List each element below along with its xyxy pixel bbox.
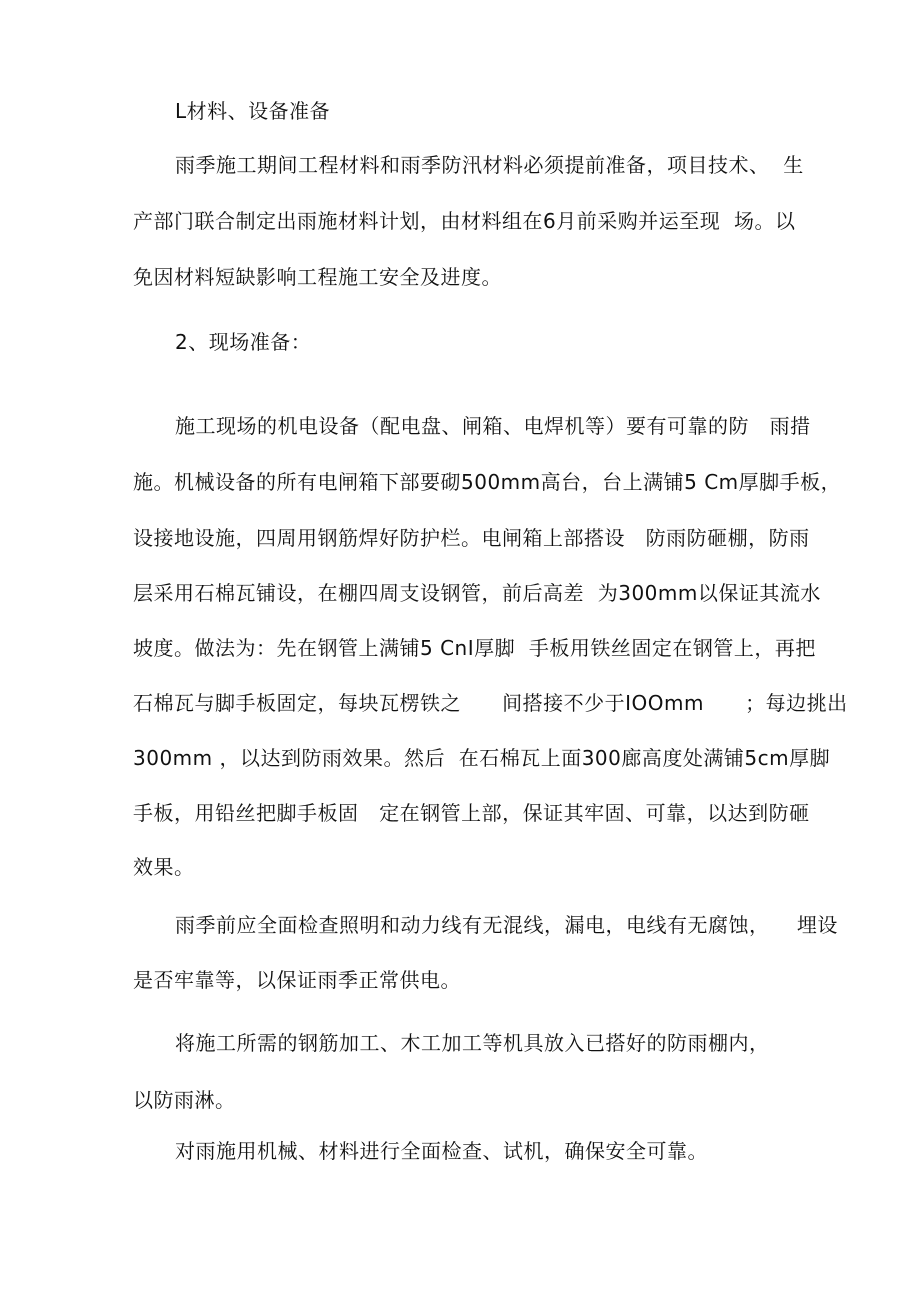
section-heading-materials: L材料、设备准备: [175, 99, 331, 123]
paragraph-line: 对雨施用机械、材料进行全面检查、试机，确保安全可靠。: [175, 1139, 708, 1163]
paragraph-line: 产部门联合制定出雨施材料计划，由材料组在6月前采购并运至现 场。以: [133, 209, 796, 233]
paragraph-line: 坡度。做法为：先在钢管上满铺5 CnI厚脚 手板用铁丝固定在钢管上，再把: [133, 636, 816, 660]
section-heading-site: 2、现场准备：: [175, 330, 312, 354]
paragraph-line: 手板，用铅丝把脚手板固 定在钢管上部，保证其牢固、可靠，以达到防砸: [133, 801, 810, 825]
paragraph-line: 将施工所需的钢筋加工、木工加工等机具放入已搭好的防雨棚内，: [175, 1031, 770, 1055]
paragraph-line: 石棉瓦与脚手板固定，每块瓦楞铁之 间搭接不少于IOOmm ；每边挑出: [133, 691, 848, 715]
paragraph-line: 层采用石棉瓦铺设，在棚四周支设钢管，前后高差 为300mm以保证其流水: [133, 581, 821, 605]
paragraph-line: 施工现场的机电设备（配电盘、闸箱、电焊机等）要有可靠的防 雨措: [175, 414, 811, 438]
paragraph-line: 效果。: [133, 855, 195, 879]
paragraph-line: 300mm ，以达到防雨效果。然后 在石棉瓦上面300廊高度处满铺5cm厚脚: [133, 746, 831, 770]
paragraph-line: 免因材料短缺影响工程施工安全及进度。: [133, 265, 502, 289]
paragraph-line: 雨季施工期间工程材料和雨季防汛材料必须提前准备，项目技术、 生: [175, 153, 804, 177]
paragraph-line: 施。机械设备的所有电闸箱下部要砌500mm高台，台上满铺5 Cm厚脚手板，: [133, 470, 842, 494]
paragraph-line: 以防雨淋。: [133, 1088, 236, 1112]
paragraph-line: 是否牢靠等，以保证雨季正常供电。: [133, 968, 461, 992]
paragraph-line: 雨季前应全面检查照明和动力线有无混线，漏电，电线有无腐蚀， 埋设: [175, 913, 838, 937]
paragraph-line: 设接地设施，四周用钢筋焊好防护栏。电闸箱上部搭设 防雨防砸棚，防雨: [133, 526, 810, 550]
